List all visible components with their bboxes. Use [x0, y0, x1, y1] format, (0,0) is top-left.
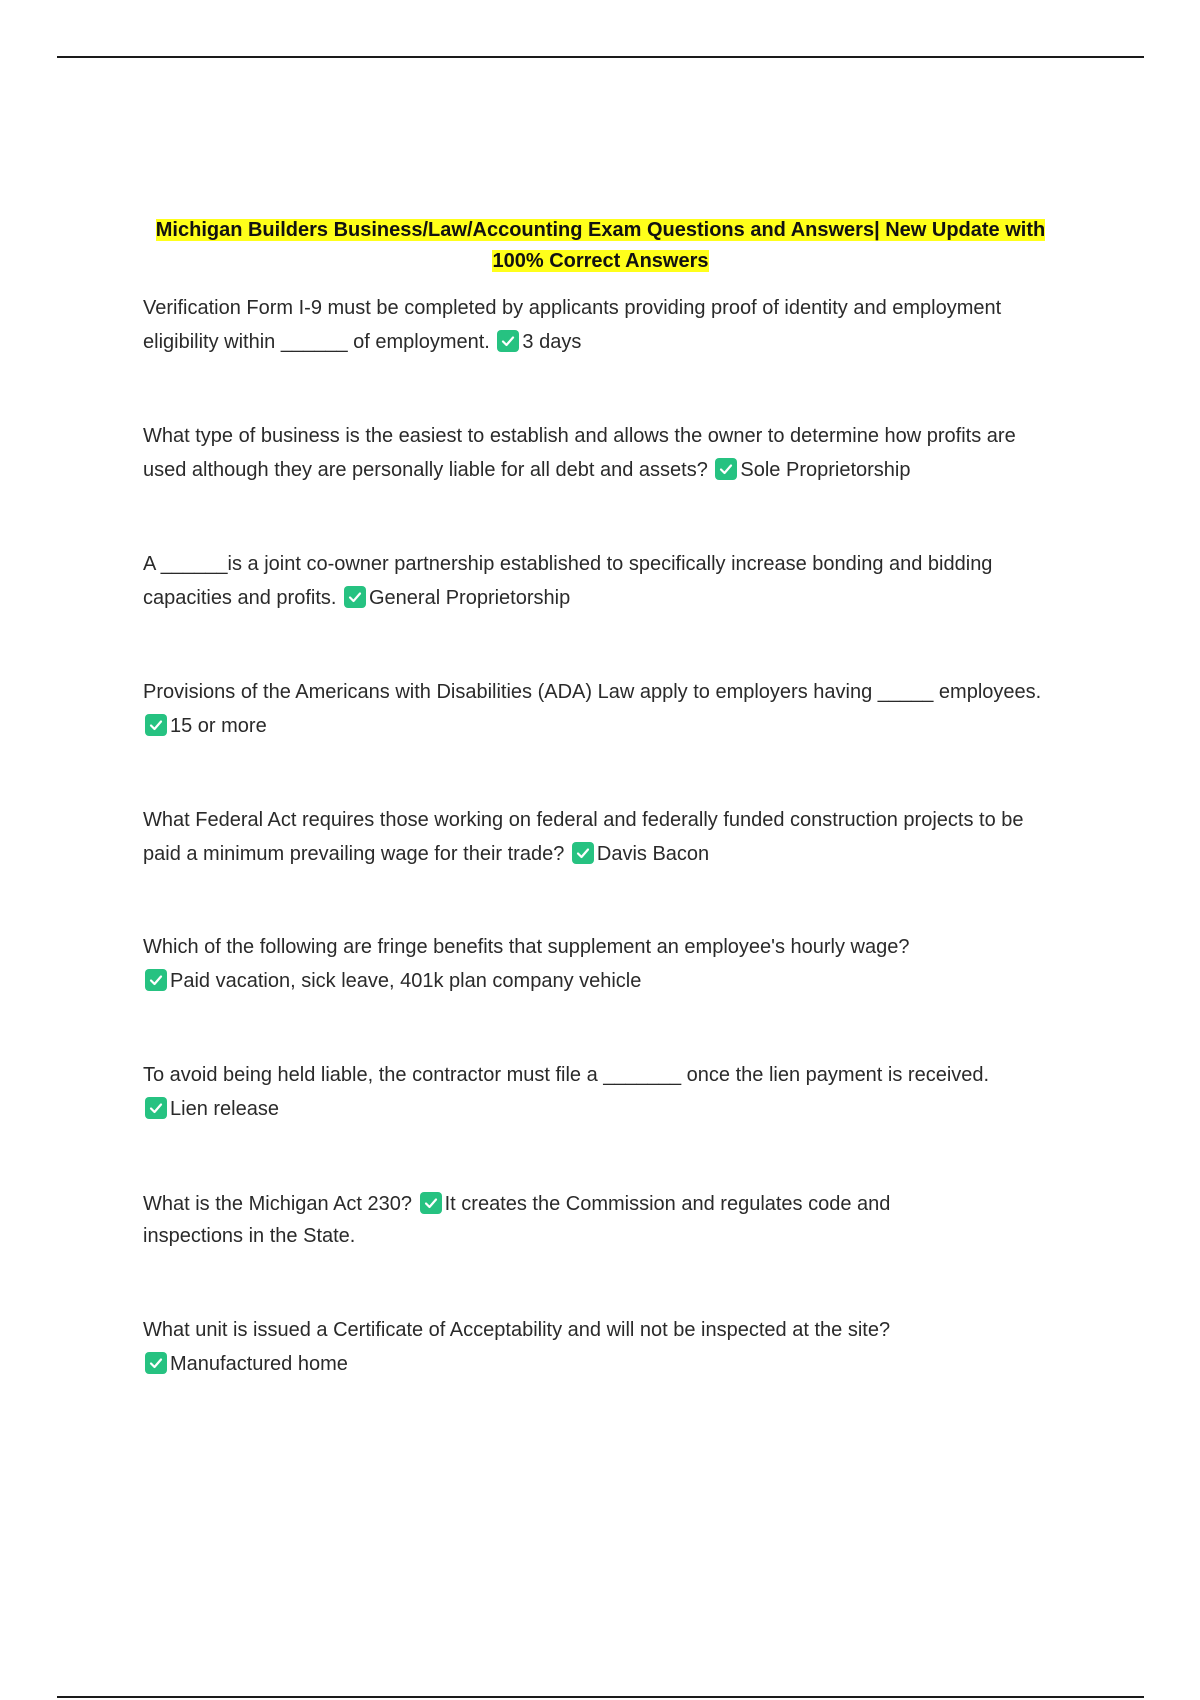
bottom-rule	[57, 1696, 1144, 1698]
answer-text: 3 days	[522, 331, 582, 353]
check-mark-icon	[145, 1097, 167, 1119]
answer-text: Sole Proprietorship	[740, 459, 911, 481]
check-mark-icon	[420, 1192, 442, 1214]
answer-text: Lien release	[170, 1098, 279, 1120]
question-text: What is the Michigan Act 230?	[143, 1193, 413, 1215]
qa-item-6	[143, 930, 1063, 998]
qa-item-3	[143, 547, 1063, 615]
qa-item-2	[143, 419, 1063, 487]
title-line-2: 100% Correct Answers	[492, 250, 709, 272]
answer-text: 15 or more	[170, 715, 267, 737]
qa-item-7	[143, 1058, 1063, 1126]
title-line-1: Michigan Builders Business/Law/Accounting Exam Questions and Answers| New Update with	[155, 219, 1046, 241]
question-text: To avoid being held liable, the contractor must file a _______ once the lien payment is received.	[143, 1064, 990, 1086]
qa-item-8	[143, 1188, 963, 1252]
qa-item-5	[143, 803, 1063, 871]
question-text: Which of the following are fringe benefits that supplement an employee's hourly wage?	[143, 936, 910, 958]
check-mark-icon	[344, 586, 366, 608]
question-text: What type of business is the easiest to establish and allows the owner to determine how profits are used although they are personally liable for all debt and assets?	[143, 425, 1016, 481]
check-mark-icon	[145, 969, 167, 991]
qa-item-1	[143, 291, 1063, 359]
answer-text: Paid vacation, sick leave, 401k plan company vehicle	[170, 970, 642, 992]
question-text: What Federal Act requires those working on federal and federally funded construction projects to be paid a minimum prevailing wage for their trade?	[143, 809, 1024, 865]
document-title	[143, 215, 1058, 277]
answer-text: General Proprietorship	[369, 587, 571, 609]
check-mark-icon	[572, 842, 594, 864]
check-mark-icon	[497, 330, 519, 352]
question-text: Provisions of the Americans with Disabilities (ADA) Law apply to employers having _____ employees.	[143, 681, 1042, 703]
top-rule	[57, 56, 1144, 58]
qa-item-9	[143, 1313, 1063, 1381]
question-text: What unit is issued a Certificate of Acceptability and will not be inspected at the site?	[143, 1319, 891, 1341]
check-mark-icon	[145, 1352, 167, 1374]
check-mark-icon	[715, 458, 737, 480]
question-text: Verification Form I-9 must be completed by applicants providing proof of identity and employment eligibility within ______ of employment.	[143, 297, 1002, 353]
qa-item-4	[143, 675, 1063, 743]
answer-text: Davis Bacon	[596, 843, 710, 865]
check-mark-icon	[145, 714, 167, 736]
answer-text: Manufactured home	[170, 1353, 348, 1375]
question-text: A ______is a joint co-owner partnership established to specifically increase bonding and bidding capacities and profits.	[143, 553, 993, 609]
answer-text: It creates the Commission and regulates code and inspections in the State.	[143, 1193, 891, 1247]
